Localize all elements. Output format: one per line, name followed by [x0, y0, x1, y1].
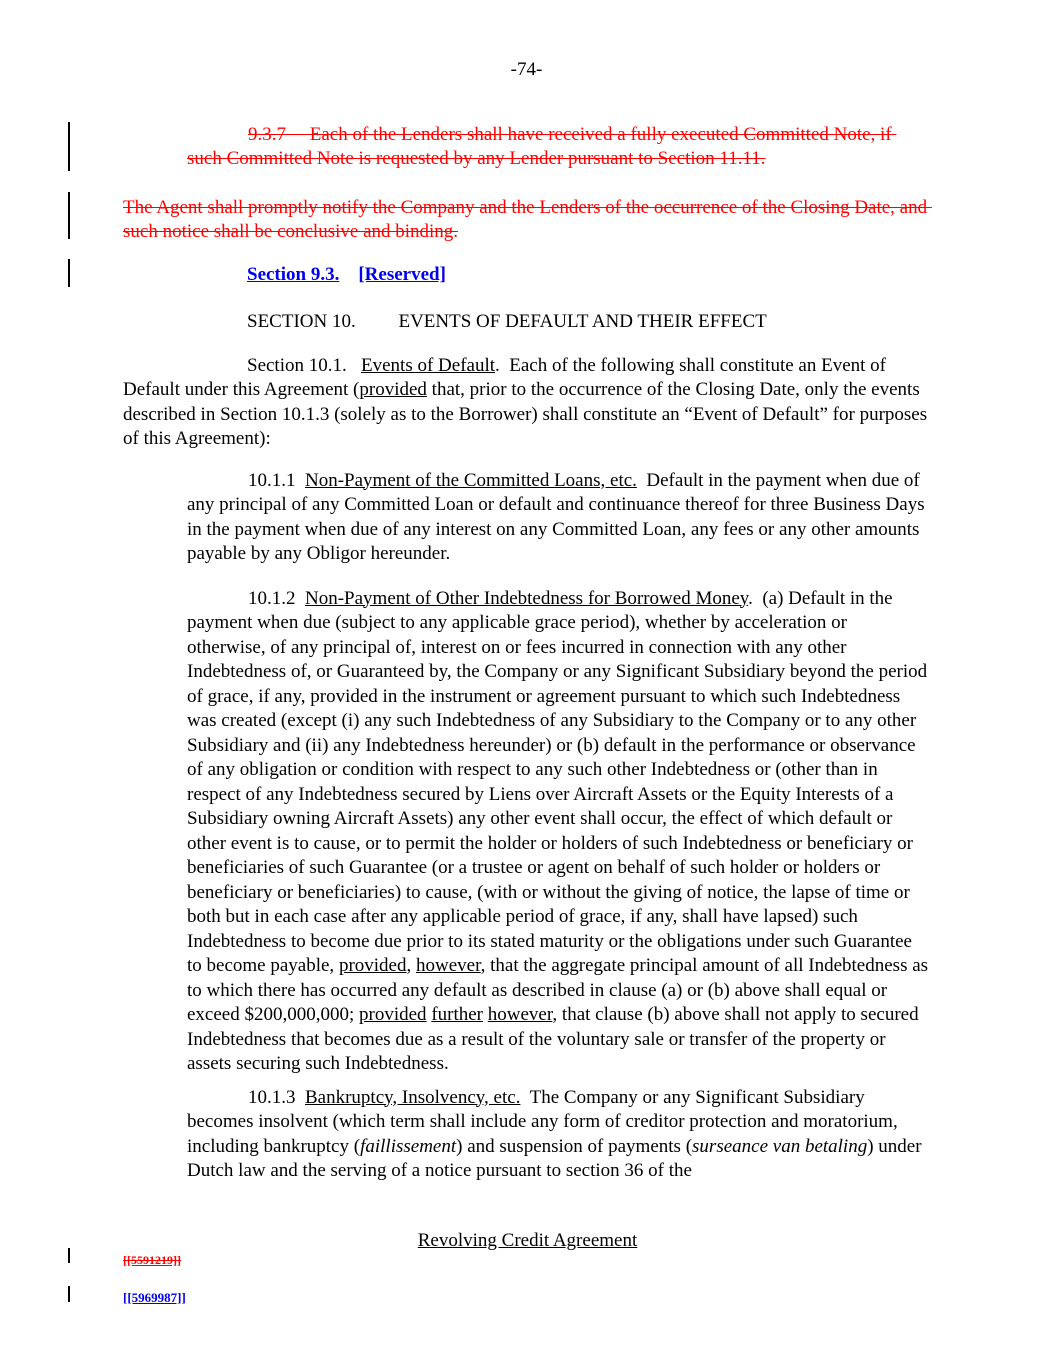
styled-text-run: provided — [338, 955, 407, 976]
styled-text-run: Section 9.3. — [247, 263, 340, 285]
deleted-agent-notice-paragraph — [123, 196, 930, 245]
section-10-1-paragraph — [123, 354, 930, 452]
text-run: , — [406, 955, 416, 976]
styled-text-run: faillissement — [360, 1135, 457, 1157]
text-run: The Company or any Significant Subsidiary becomes insolvent (which term shall include any form of creditor protection and moratorium, including bankruptcy ( — [187, 1086, 903, 1157]
text-run: 10.1.1 — [248, 469, 305, 491]
section-9-3-heading — [123, 263, 930, 288]
text-run: . Each of the following shall constitute an Event of Default under this Agreement ( — [123, 354, 891, 400]
styled-text-run: Non-Payment of Other Indebtedness for Borrowed Money — [305, 587, 749, 609]
text-run — [339, 264, 358, 285]
styled-text-run: however — [487, 1004, 553, 1025]
text-run: ) under Dutch law and the serving of a notice pursuant to section 36 of the — [187, 1135, 927, 1181]
text-run: Default in the payment when due of any principal of any Committed Loan or default and continuance thereof for three Business Days in the payment when due of any interest on any Committed Loan, any fees or any other amounts payable by any Obligor hereunder. — [187, 469, 930, 564]
deleted-doc-id: [[5591219]] — [123, 1253, 181, 1267]
text-run: SECTION 10. EVENTS OF DEFAULT AND THEIR EFFECT — [247, 311, 767, 332]
styled-text-run: Events of Default — [361, 354, 496, 376]
text-run: , that the aggregate principal amount of all Indebtedness as to which there has occurred any default as described in clause (a) or (b) above shall equal or exceed $200,000,000; — [187, 955, 933, 1025]
text-column — [123, 0, 933, 1184]
styled-text-run: further — [431, 1004, 484, 1025]
footer-title-text: Revolving Credit Agreement — [417, 1230, 638, 1251]
text-run: ) and suspension of payments ( — [456, 1135, 693, 1157]
clause-10-1-3-paragraph — [187, 1086, 930, 1184]
change-bar — [68, 192, 70, 239]
text-run: Section 10.1. — [247, 354, 361, 376]
styled-text-run: Non-Payment of the Committed Loans, etc. — [305, 469, 637, 491]
change-bar — [68, 1286, 70, 1302]
text-run: The Agent shall promptly notify the Company and the Lenders of the occurrence of the Closing Date, and such notice shall be conclusive and binding. — [123, 196, 932, 242]
text-run: that, prior to the occurrence of the Closing Date, only the events described in Section 10.1.3 (solely as to the Borrower) shall constitute an “Event of Default” for purposes of this Agreement): — [123, 379, 932, 449]
section-10-heading — [123, 310, 930, 335]
styled-text-run: however — [415, 955, 481, 976]
inserted-doc-id: [[5969987]] — [123, 1290, 186, 1305]
text-run: . (a) Default in the payment when due (subject to any applicable grace period), whether by acceleration or otherwise, of any principal of, interest on or fees incurred in connection with any other Indebtedness of, or Guaranteed by, the Company or any Significant Subsidiary beyond the period of grace, if any, provided in the instrument or agreement pursuant to which such Indebtedness was created (except (i) any such Indebtedness of any Subsidiary to the Company or to any other Subsidiary and (ii) any Indebtedness hereunder) or (b) default in the performance or observance of any obligation or condition with respect to any such other Indebtedness or (other than in respect of any Indebtedness secured by Liens over Aircraft Assets or the Equity Interests of a Subsidiary owning Aircraft Assets) any other event shall occur, the effect of which default or other event is to cause, or to permit the holder or holders of such Indebtedness or beneficiary or beneficiaries of such Guarantee (or a trustee or agent on behalf of such holder or holders or beneficiary or beneficiaries) to cause, (with or without the giving of notice, the lapse of time or both but in each case after any applicable period of grace, if any, shall have lapsed) such Indebtedness to become due prior to its stated maturity or the obligations under such Guarantee to become payable, — [187, 587, 932, 976]
text-run: , that clause (b) above shall not apply to secured Indebtedness that becomes due as a result of the voluntary sale or transfer of the property or assets securing such Indebtedness. — [187, 1004, 924, 1074]
text-run: 10.1.2 — [248, 587, 305, 609]
page-number: -74- — [510, 59, 543, 80]
clause-10-1-1-paragraph — [187, 469, 930, 567]
styled-text-run: provided — [359, 379, 427, 400]
text-run: 10.1.3 — [248, 1086, 305, 1108]
styled-text-run: surseance van betaling — [692, 1135, 868, 1157]
deleted-clause-9-3-7 — [187, 123, 930, 172]
styled-text-run: provided — [359, 1004, 427, 1025]
clause-10-1-2-paragraph — [187, 587, 933, 1077]
change-bar — [68, 122, 70, 171]
styled-text-run: [Reserved] — [358, 263, 446, 285]
styled-text-run: Bankruptcy, Insolvency, etc. — [305, 1086, 521, 1108]
text-run: 9.3.7 Each of the Lenders shall have received a fully executed Committed Note, if such Committed Note is requested by any Lender pursuant to Section 11.11. — [187, 123, 897, 169]
change-bar — [68, 259, 70, 287]
